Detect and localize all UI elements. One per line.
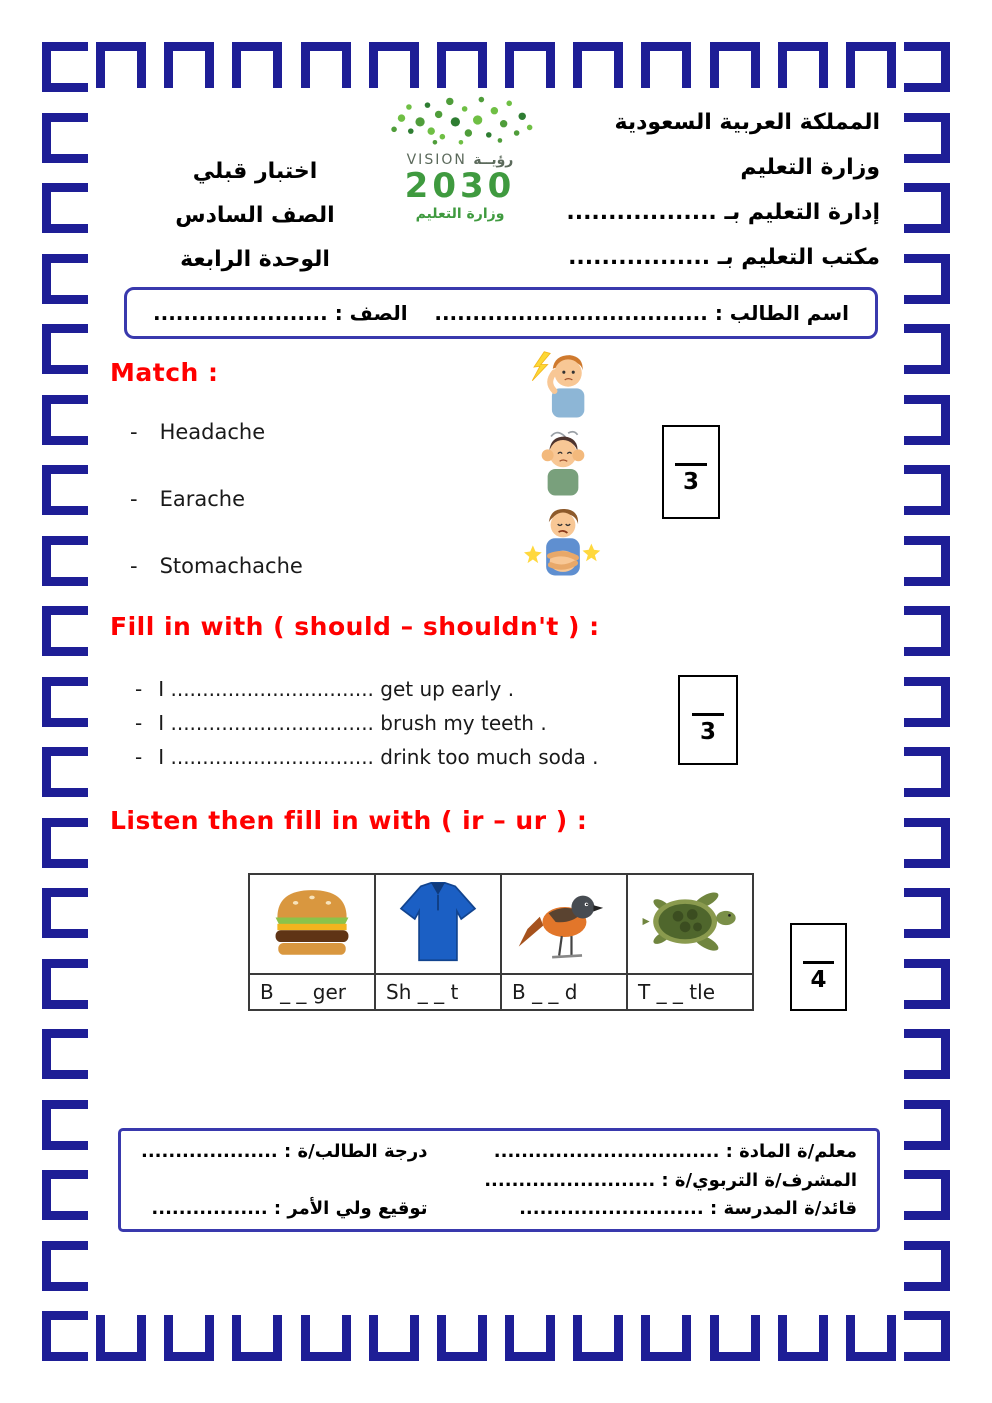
burger-cell [249, 874, 375, 974]
fill-score-box [678, 675, 738, 765]
frame-tile [42, 536, 88, 586]
signature-left-column [141, 1141, 427, 1219]
student-info-box [124, 287, 878, 339]
frame-tile [164, 42, 214, 88]
match-item-label: Earache [159, 487, 245, 511]
bullet-dash: - [135, 711, 143, 735]
listen-title: Listen then fill in with ( ir – ur ) : [110, 806, 588, 835]
frame-tile [505, 42, 555, 88]
stomachache-image [524, 506, 602, 590]
frame-tile [904, 818, 950, 868]
unit-label: الوحدة الرابعة [180, 247, 330, 272]
header-official-block [510, 100, 880, 280]
frame-tile [301, 1315, 351, 1361]
shirt-cell [375, 874, 501, 974]
signature-right-column [484, 1141, 857, 1219]
score-blank-line [675, 463, 706, 466]
frame-tile [573, 42, 623, 88]
turtle-cell [627, 874, 753, 974]
frame-tile [232, 1315, 282, 1361]
frame-tile [904, 254, 950, 304]
word-turtle[interactable]: T _ _ tle [627, 974, 753, 1010]
frame-tile [904, 42, 950, 92]
frame-tile [232, 42, 282, 88]
bullet-dash: - [135, 745, 143, 769]
word-burger[interactable]: B _ _ ger [249, 974, 375, 1010]
frame-tile [42, 818, 88, 868]
vision-en-label: VISION [406, 152, 467, 168]
score-blank-line [803, 961, 834, 964]
word-shirt[interactable]: Sh _ _ t [375, 974, 501, 1010]
fill-line-text: I ................................ brush my teeth . [158, 711, 547, 735]
frame-tile [904, 324, 950, 374]
frame-bottom [96, 1315, 896, 1361]
frame-tile [301, 42, 351, 88]
frame-tile [505, 1315, 555, 1361]
frame-tile [904, 395, 950, 445]
frame-tile [42, 1311, 88, 1361]
bullet-dash: - [130, 420, 138, 444]
turtle-image [639, 884, 741, 960]
fill-line-3[interactable] [135, 740, 599, 774]
logo-ministry-label: وزارة التعليم [415, 206, 505, 222]
frame-tile [904, 606, 950, 656]
fill-line-2[interactable] [135, 706, 599, 740]
frame-tile [42, 888, 88, 938]
student-name-field[interactable]: اسم الطالب : .................................... [434, 301, 849, 325]
header-edu-office: مكتب التعليم بـ ................. [568, 245, 880, 270]
bird-image [513, 878, 615, 966]
frame-tile [573, 1315, 623, 1361]
frame-tile [904, 1241, 950, 1291]
header-ministry: وزارة التعليم [740, 155, 880, 180]
signature-box [118, 1128, 880, 1232]
frame-tile [846, 42, 896, 88]
exam-type: اختبار قبلي [192, 159, 318, 184]
headache-image [527, 350, 599, 420]
frame-tile [904, 113, 950, 163]
shirt-image [395, 881, 481, 963]
frame-tile [904, 183, 950, 233]
frame-tile [904, 677, 950, 727]
frame-tile [904, 465, 950, 515]
vision-year-label: 2030 [404, 166, 516, 206]
frame-tile [904, 959, 950, 1009]
frame-tile [904, 1100, 950, 1150]
match-score-box [662, 425, 720, 519]
frame-left [42, 42, 88, 1361]
frame-tile [42, 395, 88, 445]
frame-tile [42, 959, 88, 1009]
vision-2030-logo [360, 94, 560, 222]
frame-tile [42, 1100, 88, 1150]
frame-right [904, 42, 950, 1361]
school-leader-field[interactable]: قائد/ة المدرسة : ........................... [519, 1198, 857, 1219]
frame-tile [846, 1315, 896, 1361]
frame-tile [42, 1241, 88, 1291]
frame-tile [369, 1315, 419, 1361]
frame-tile [904, 888, 950, 938]
frame-tile [904, 1311, 950, 1361]
grade-level: الصف السادس [175, 203, 335, 228]
frame-tile [42, 324, 88, 374]
frame-tile [42, 183, 88, 233]
match-item-stomachache[interactable] [130, 554, 303, 578]
fill-title: Fill in with ( should – shouldn't ) : [110, 612, 600, 641]
score-value: 4 [810, 967, 827, 993]
frame-tile [42, 747, 88, 797]
phonics-word-row [249, 974, 753, 1010]
frame-tile [96, 42, 146, 88]
guardian-signature-field[interactable]: توقيع ولي الأمر : ................. [151, 1198, 428, 1219]
header-country: المملكة العربية السعودية [614, 110, 880, 135]
frame-tile [641, 42, 691, 88]
frame-tile [904, 747, 950, 797]
match-item-headache[interactable] [130, 420, 303, 444]
frame-tile [42, 606, 88, 656]
frame-tile [42, 465, 88, 515]
listen-score-box [790, 923, 847, 1011]
frame-tile [164, 1315, 214, 1361]
bullet-dash: - [130, 487, 138, 511]
frame-tile [778, 42, 828, 88]
phonics-image-row [249, 874, 753, 974]
frame-tile [96, 1315, 146, 1361]
fill-line-text: I ................................ get up early . [158, 677, 515, 701]
score-blank-line [692, 713, 724, 716]
vision-ar-label: رؤيــة [473, 152, 514, 168]
fill-lines-list [135, 672, 599, 774]
supervisor-field[interactable]: المشرف/ة التربوي/ة : ......................... [484, 1169, 857, 1191]
frame-tile [904, 1170, 950, 1220]
fill-line-text: I ................................ drink too much soda . [158, 745, 599, 769]
frame-tile [42, 113, 88, 163]
frame-top [96, 42, 896, 88]
match-item-earache[interactable] [130, 487, 303, 511]
bullet-dash: - [130, 554, 138, 578]
match-items-list [130, 420, 303, 578]
frame-tile [641, 1315, 691, 1361]
vision-logo-dots-icon [375, 94, 545, 146]
student-grade-field[interactable]: درجة الطالب/ة : .................... [141, 1141, 428, 1162]
match-item-label: Headache [159, 420, 266, 444]
header-edu-admin: إدارة التعليم بـ .................. [566, 200, 880, 225]
match-item-label: Stomachache [159, 554, 303, 578]
frame-tile [369, 42, 419, 88]
frame-tile [42, 42, 88, 92]
match-images-column [513, 350, 613, 590]
score-value: 3 [699, 719, 716, 745]
frame-tile [710, 1315, 760, 1361]
frame-tile [42, 1029, 88, 1079]
frame-tile [437, 1315, 487, 1361]
burger-image [265, 881, 359, 963]
frame-tile [42, 1170, 88, 1220]
word-bird[interactable]: B _ _ d [501, 974, 627, 1010]
bird-cell [501, 874, 627, 974]
subject-teacher-field[interactable]: معلم/ة المادة : ................................. [493, 1141, 857, 1162]
match-title: Match : [110, 358, 219, 387]
score-value: 3 [682, 469, 699, 495]
frame-tile [904, 536, 950, 586]
phonics-table [248, 873, 754, 1011]
frame-tile [42, 677, 88, 727]
bullet-dash: - [135, 677, 143, 701]
frame-tile [778, 1315, 828, 1361]
class-field[interactable]: الصف : ....................... [153, 301, 408, 325]
frame-tile [42, 254, 88, 304]
frame-tile [437, 42, 487, 88]
header-exam-block [140, 150, 370, 282]
earache-image [527, 428, 599, 498]
fill-line-1[interactable] [135, 672, 599, 706]
frame-tile [710, 42, 760, 88]
frame-tile [904, 1029, 950, 1079]
